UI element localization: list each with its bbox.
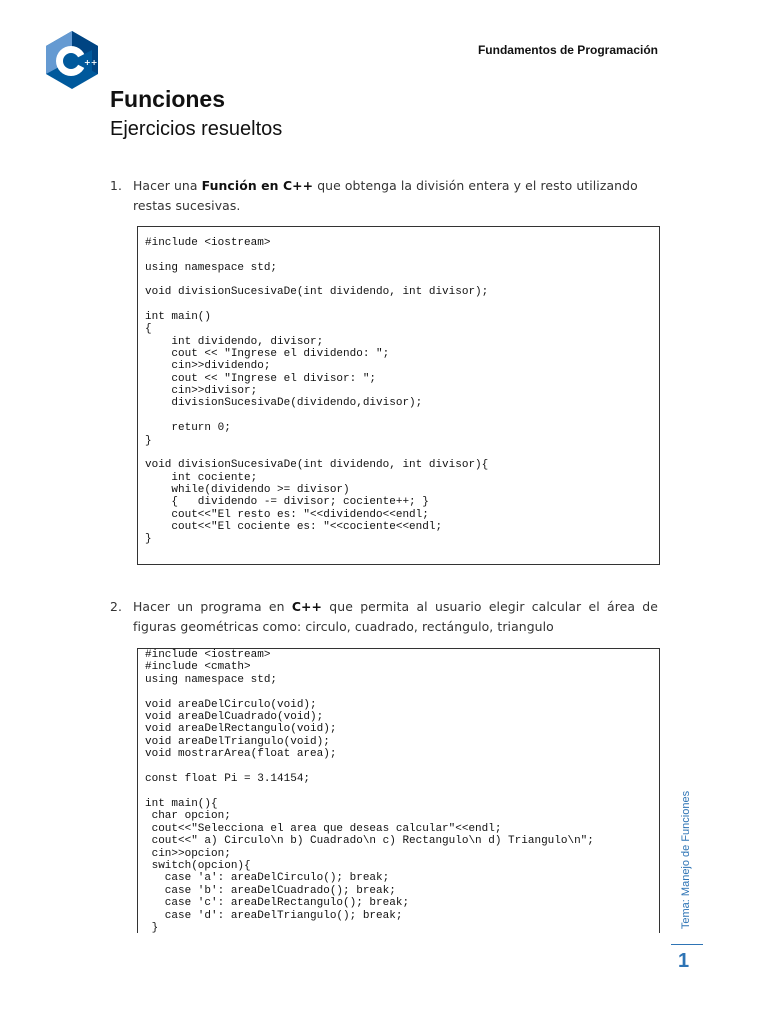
exercise-2-bold: C++ xyxy=(291,599,323,614)
page-subtitle: Ejercicios resueltos xyxy=(110,118,283,140)
exercise-2 xyxy=(110,597,658,637)
exercise-1-text: Hacer una Función en C++ que obtenga la división entera y el resto utilizando restas sucesivas. xyxy=(133,178,638,213)
exercise-2-number: 2. xyxy=(110,599,123,614)
exercise-1 xyxy=(110,176,658,216)
code-block-2 xyxy=(137,648,660,933)
code-block-2-text: #include <iostream> #include <cmath> using namespace std; void areaDelCirculo(void); void areaDelCuadrado(void); void areaDelRectangulo(void); void areaDelTriangulo(void); void mostrarArea(float area); const float Pi = 3.14154; int main(){ char opcion; cout<<"Selecciona el area que deseas calcular"<<endl; cout<<" a) Circulo\n b) Cuadrado\n c) Rectangulo\n d) Triangulo\n"; cin>>opcion; switch(opcion){ case 'a': areaDelCirculo(); break; case 'b': areaDelCuadrado(); break; case 'c': areaDelRectangulo(); break; case 'd': areaDelTriangulo(); break; } xyxy=(145,649,594,933)
cpp-logo-icon xyxy=(44,30,100,90)
exercise-1-bold: Función en C++ xyxy=(201,178,314,193)
exercise-2-text: Hacer un programa en C++ que permita al usuario elegir calcular el área de figuras geométricas como: circulo, cuadrado, rectángulo, triangulo xyxy=(133,599,658,634)
page-title: Funciones xyxy=(110,86,226,112)
svg-text:++: ++ xyxy=(84,58,98,67)
code-block-1 xyxy=(137,226,660,565)
page-number-divider xyxy=(671,944,703,945)
page-number: 1 xyxy=(678,950,690,972)
code-block-1-text: #include <iostream> using namespace std; void divisionSucesivaDe(int dividendo, int divisor); int main() { int dividendo, divisor; cout << "Ingrese el dividendo: "; cin>>dividendo; cout << "Ingrese el divisor: "; cin>>divisor; divisionSucesivaDe(dividendo,divisor); return 0; } void divisionSucesivaDe(int dividendo, int divisor){ int cociente; while(dividendo >= divisor) { dividendo -= divisor; cociente++; } cout<<"El resto es: "<<dividendo<<endl; cout<<"El cociente es: "<<cociente<<endl; } xyxy=(145,237,489,546)
topic-label-text: Tema: Manejo de Funciones xyxy=(680,790,692,930)
exercise-1-number: 1. xyxy=(110,178,123,193)
cpp-logo xyxy=(44,30,100,90)
topic-label xyxy=(656,775,716,945)
header-title: Fundamentos de Programación xyxy=(477,43,658,57)
